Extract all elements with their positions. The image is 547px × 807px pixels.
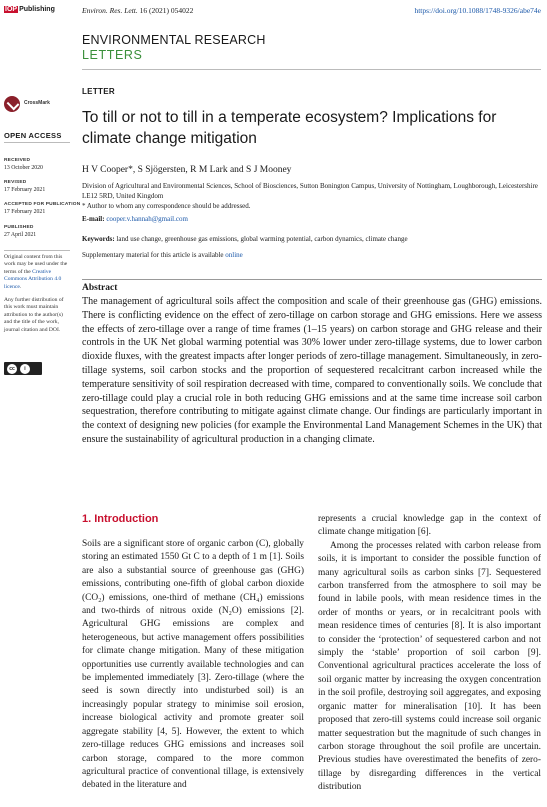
paragraph: Among the processes related with carbon release from soils, it is important to consider the possible function of many agricultural soils as carbon sinks [7]. Sequestered carbon transferred from the atmosphere to soil may be found in labile pools, with mean residence times in the order of months or years, or in recalcitrant pools with mean residence times of centuries [8]. It is also important to consider the ‘protection’ of sequestered carbon and not simply the ‘stable’ proportion of soil carbon [9]. Conventional agricultural practices accelerate the loss of soil organic matter by increasing the oxygen concentration in the soil profile, destroying soil aggregates, and exposing organic matter for mineralisation [10]. It has been proposed that zero-till systems could increase soil organic matter sequestration but the magnitude of such changes in carbon storage throughout the soil profile are uncertain. Previous studies have overestimated the benefits of zero-tillage by disregarding differences in the vertical distribution	[318, 540, 541, 793]
abstract-heading: Abstract	[82, 283, 118, 293]
affiliation: Division of Agricultural and Environmental Sciences, School of Biosciences, Sutton Bonington Campus, University of Nottingham, Loughborough, Leicestershire LE12 5RD, United Kingdom	[82, 182, 538, 200]
publisher-name: Publishing	[19, 6, 55, 13]
sidebar-divider-2	[4, 250, 70, 251]
attribution-notice: Any further distribution of this work must maintain attribution to the author(s) and the title of the work, journal citation and DOI.	[4, 297, 64, 333]
sidebar-divider	[4, 142, 70, 143]
date-label-published: PUBLISHED	[4, 225, 34, 230]
volume-issue: 16 (2021) 054022	[139, 6, 194, 15]
section-heading-introduction: 1. Introduction	[82, 513, 159, 525]
corresponding-author-note: * Author to whom any correspondence should be addressed.	[82, 202, 251, 210]
supplementary-line	[82, 251, 243, 259]
body-column-left	[82, 538, 304, 793]
journal-name: ENVIRONMENTAL RESEARCH	[82, 33, 266, 47]
journal-abbrev: Environ. Res. Lett.	[82, 6, 138, 15]
abstract-divider	[82, 279, 542, 280]
supplementary-text: Supplementary material for this article is available	[82, 251, 226, 259]
publisher-mark: IOP	[5, 6, 18, 13]
date-label-accepted: ACCEPTED FOR PUBLICATION	[4, 202, 81, 207]
license-post: .	[19, 283, 22, 290]
journal-citation	[82, 6, 193, 15]
cc-icon: cc	[7, 364, 17, 374]
license-notice	[4, 254, 72, 334]
author-list: H V Cooper*, S Sjögersten, R M Lark and S J Mooney	[82, 165, 292, 175]
date-value-revised: 17 February 2021	[4, 187, 46, 193]
crossmark-label: CrossMark	[24, 100, 50, 106]
license-link[interactable]: Creative Commons Attribution 4.0 licence	[4, 268, 62, 290]
date-value-published: 27 April 2021	[4, 232, 37, 238]
keywords-label: Keywords:	[82, 235, 115, 243]
crossmark-icon	[4, 96, 20, 112]
date-label-received: RECEIVED	[4, 158, 31, 163]
body-column-right	[318, 513, 541, 795]
publisher-logo	[4, 6, 55, 13]
doi-link[interactable]: https://doi.org/10.1088/1748-9326/abe74e	[414, 6, 541, 15]
date-value-received: 13 October 2020	[4, 165, 43, 171]
paragraph: represents a crucial knowledge gap in the context of climate change mitigation [6].	[318, 514, 541, 538]
email-link[interactable]: cooper.v.hannah@gmail.com	[106, 215, 188, 223]
cc-by-icon[interactable]	[4, 362, 42, 375]
journal-subtitle: LETTERS	[82, 48, 143, 62]
by-icon: i	[20, 364, 30, 374]
open-access-label: OPEN ACCESS	[4, 131, 62, 140]
crossmark-button[interactable]	[4, 95, 62, 115]
email-label: E-mail:	[82, 215, 105, 223]
article-title: To till or not to till in a temperate ecosystem? Implications for climate change mitigation	[82, 109, 497, 147]
keywords-line	[82, 235, 542, 243]
abstract-text: The management of agricultural soils affect the composition and scale of their greenhouse gas (GHG) emissions. There is conflicting evidence on the effect of zero-tillage on carbon storage and GHG emissions. Here we assess the effects of zero-tillage over a range of time frames (1–15 years) on carbon storage and GHG release and their controls in the UK Net global warming potential was 30% lower under zero-tillage systems, due to lower carbon dioxide fluxes, with the greatest impacts after longer periods of zero-tillage management. Simultaneously, in zero-tillage systems, soil carbon stocks and the proportion of sequestered recalcitrant carbon increased while the temperature sensitivity of soil respiration decreased with time, compared to conventionally soils. We conclude that zero-tillage could play a crucial role in both reducing GHG emissions and at the same time increase soil carbon sequestration, therefore contributing to mitigate against climate change. Our findings are particularly important in the context of designing new policies (for example the Environmental Land Management Schemes in the UK) that ensure the sustainability of agricultural production in a changing climate.	[82, 296, 542, 445]
paragraph: Soils are a significant store of organic carbon (C), globally storing an estimated 1550 Gt C to a depth of 1 m [1]. Soils are also a substantial source of greenhouse gas (GHG) emissions, contributing one-fifth of global carbon dioxide (CO₂) emissions, one-third of methane (CH₄) emissions and two-thirds of nitrous oxide (N₂O) emissions [2]. Agricultural GHG emissions are complex and heterogeneous, but active management offers possibilities for climate change mitigation. Many of these mitigation opportunities use currently available technologies and can be implemented immediately [3]. Zero-tillage (where the seed is sown directly into undisturbed soil) is an increasingly popular strategy to minimise soil erosion, increase biological activity and promote greater soil aggregate stability [4, 5]. However, the extent to which zero-tillage reduces GHG emissions and increases soil carbon storage, compared to the more common agricultural practice of conventional tillage, is extensively debated in the literature and	[82, 539, 304, 791]
supplementary-link[interactable]: online	[225, 251, 243, 259]
license-pre: Original content from this work may be used under the terms of the	[4, 254, 68, 275]
date-label-revised: REVISED	[4, 180, 27, 185]
header-divider	[82, 69, 541, 70]
email-line	[82, 215, 188, 223]
keywords-text: land use change, greenhouse gas emissions, global warming potential, carbon dynamics, climate change	[116, 235, 408, 243]
date-value-accepted: 17 February 2021	[4, 209, 46, 215]
article-type: LETTER	[82, 87, 115, 96]
